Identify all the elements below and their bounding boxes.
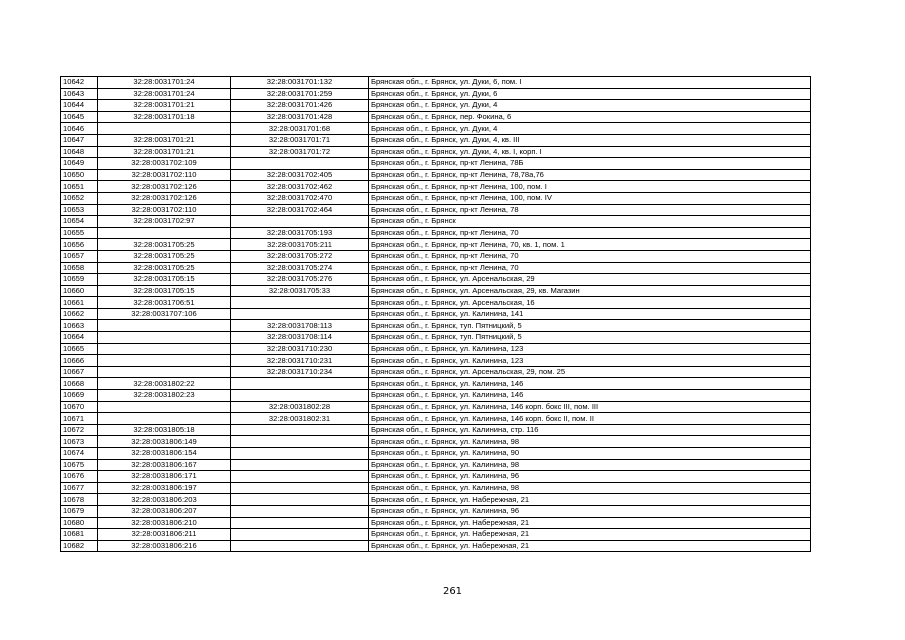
object-number-cell: 32:28:0031701:428: [231, 111, 369, 123]
table-row: [61, 227, 811, 239]
land-parcel-number-cell: 32:28:0031806:154: [98, 448, 231, 460]
address-cell: Брянская обл., г. Брянск, ул. Набережная, 21: [369, 529, 811, 541]
row-number-cell: 10644: [61, 100, 98, 112]
object-number-cell: [231, 459, 369, 471]
object-number-cell: [231, 505, 369, 517]
address-cell: Брянская обл., г. Брянск, ул. Калинина, 96: [369, 471, 811, 483]
land-parcel-number-cell: [98, 227, 231, 239]
land-parcel-number-cell: 32:28:0031705:25: [98, 262, 231, 274]
object-number-cell: [231, 529, 369, 541]
address-cell: Брянская обл., г. Брянск, ул. Калинина, 98: [369, 482, 811, 494]
address-cell: Брянская обл., г. Брянск, ул. Калинина, 141: [369, 308, 811, 320]
row-number-cell: 10654: [61, 216, 98, 228]
address-cell: Брянская обл., г. Брянск, пр-кт Ленина, 78: [369, 204, 811, 216]
address-cell: Брянская обл., г. Брянск, пр-кт Ленина, 70: [369, 250, 811, 262]
address-cell: Брянская обл., г. Брянск, туп. Пятницкий, 5: [369, 332, 811, 344]
land-parcel-number-cell: 32:28:0031806:207: [98, 505, 231, 517]
land-parcel-number-cell: 32:28:0031806:203: [98, 494, 231, 506]
row-number-cell: 10682: [61, 540, 98, 552]
address-cell: Брянская обл., г. Брянск, ул. Калинина, 123: [369, 355, 811, 367]
row-number-cell: 10661: [61, 297, 98, 309]
table-row: [61, 123, 811, 135]
land-parcel-number-cell: 32:28:0031805:18: [98, 424, 231, 436]
address-cell: Брянская обл., г. Брянск, ул. Калинина, 123: [369, 343, 811, 355]
row-number-cell: 10649: [61, 158, 98, 170]
table-row: [61, 308, 811, 320]
table-row: [61, 436, 811, 448]
row-number-cell: 10655: [61, 227, 98, 239]
row-number-cell: 10674: [61, 448, 98, 460]
land-parcel-number-cell: 32:28:0031806:216: [98, 540, 231, 552]
object-number-cell: [231, 424, 369, 436]
address-cell: Брянская обл., г. Брянск, ул. Дуки, 4, кв. I, корп. I: [369, 146, 811, 158]
object-number-cell: [231, 471, 369, 483]
row-number-cell: 10679: [61, 505, 98, 517]
address-cell: Брянская обл., г. Брянск, пер. Фокина, 6: [369, 111, 811, 123]
land-parcel-number-cell: 32:28:0031701:24: [98, 77, 231, 89]
address-cell: Брянская обл., г. Брянск, ул. Набережная, 21: [369, 540, 811, 552]
address-cell: Брянская обл., г. Брянск, пр-кт Ленина, 70: [369, 227, 811, 239]
row-number-cell: 10681: [61, 529, 98, 541]
address-cell: Брянская обл., г. Брянск, ул. Дуки, 4, кв. III: [369, 134, 811, 146]
page-number: 261: [442, 586, 463, 597]
row-number-cell: 10676: [61, 471, 98, 483]
address-cell: Брянская обл., г. Брянск, ул. Набережная, 21: [369, 494, 811, 506]
land-parcel-number-cell: 32:28:0031806:197: [98, 482, 231, 494]
table-row: [61, 146, 811, 158]
land-parcel-number-cell: 32:28:0031702:110: [98, 169, 231, 181]
table-row: [61, 285, 811, 297]
address-cell: Брянская обл., г. Брянск, пр-кт Ленина, 70: [369, 262, 811, 274]
object-number-cell: 32:28:0031702:405: [231, 169, 369, 181]
table-row: [61, 88, 811, 100]
row-number-cell: 10645: [61, 111, 98, 123]
row-number-cell: 10660: [61, 285, 98, 297]
land-parcel-number-cell: 32:28:0031706:51: [98, 297, 231, 309]
land-parcel-number-cell: 32:28:0031806:211: [98, 529, 231, 541]
land-parcel-number-cell: 32:28:0031702:109: [98, 158, 231, 170]
table-row: [61, 540, 811, 552]
address-cell: Брянская обл., г. Брянск, пр-кт Ленина, 100, пом. I: [369, 181, 811, 193]
land-parcel-number-cell: 32:28:0031705:15: [98, 274, 231, 286]
table-row: [61, 390, 811, 402]
land-parcel-number-cell: 32:28:0031707:106: [98, 308, 231, 320]
address-cell: Брянская обл., г. Брянск, ул. Дуки, 6, пом. I: [369, 77, 811, 89]
row-number-cell: 10643: [61, 88, 98, 100]
object-number-cell: [231, 308, 369, 320]
object-number-cell: 32:28:0031701:259: [231, 88, 369, 100]
land-parcel-number-cell: 32:28:0031806:171: [98, 471, 231, 483]
object-number-cell: 32:28:0031701:68: [231, 123, 369, 135]
object-number-cell: 32:28:0031802:28: [231, 401, 369, 413]
row-number-cell: 10657: [61, 250, 98, 262]
address-cell: Брянская обл., г. Брянск, ул. Набережная, 21: [369, 517, 811, 529]
object-number-cell: 32:28:0031705:274: [231, 262, 369, 274]
address-cell: Брянская обл., г. Брянск, ул. Дуки, 4: [369, 100, 811, 112]
object-number-cell: [231, 482, 369, 494]
object-number-cell: [231, 436, 369, 448]
row-number-cell: 10648: [61, 146, 98, 158]
table-row: [61, 262, 811, 274]
row-number-cell: 10646: [61, 123, 98, 135]
row-number-cell: 10650: [61, 169, 98, 181]
table-row: [61, 111, 811, 123]
object-number-cell: 32:28:0031701:132: [231, 77, 369, 89]
table-row: [61, 169, 811, 181]
table-row: [61, 378, 811, 390]
object-number-cell: [231, 297, 369, 309]
object-number-cell: 32:28:0031802:31: [231, 413, 369, 425]
table-row: [61, 413, 811, 425]
land-parcel-number-cell: [98, 332, 231, 344]
row-number-cell: 10659: [61, 274, 98, 286]
table-row: [61, 401, 811, 413]
land-parcel-number-cell: 32:28:0031806:210: [98, 517, 231, 529]
object-number-cell: 32:28:0031702:470: [231, 192, 369, 204]
address-cell: Брянская обл., г. Брянск, ул. Дуки, 6: [369, 88, 811, 100]
row-number-cell: 10677: [61, 482, 98, 494]
object-number-cell: [231, 494, 369, 506]
object-number-cell: 32:28:0031705:276: [231, 274, 369, 286]
object-number-cell: [231, 540, 369, 552]
land-parcel-number-cell: 32:28:0031802:23: [98, 390, 231, 402]
row-number-cell: 10671: [61, 413, 98, 425]
row-number-cell: 10672: [61, 424, 98, 436]
row-number-cell: 10673: [61, 436, 98, 448]
object-number-cell: 32:28:0031708:113: [231, 320, 369, 332]
land-parcel-number-cell: 32:28:0031702:126: [98, 181, 231, 193]
table-row: [61, 471, 811, 483]
table-row: [61, 517, 811, 529]
table-row: [61, 448, 811, 460]
row-number-cell: 10664: [61, 332, 98, 344]
row-number-cell: 10668: [61, 378, 98, 390]
address-cell: Брянская обл., г. Брянск, ул. Дуки, 4: [369, 123, 811, 135]
land-parcel-number-cell: 32:28:0031705:15: [98, 285, 231, 297]
object-number-cell: 32:28:0031708:114: [231, 332, 369, 344]
address-cell: Брянская обл., г. Брянск, ул. Калинина, 146: [369, 390, 811, 402]
row-number-cell: 10665: [61, 343, 98, 355]
land-parcel-number-cell: [98, 413, 231, 425]
address-cell: Брянская обл., г. Брянск, ул. Калинина, 146 корп. бокс II, пом. II: [369, 413, 811, 425]
object-number-cell: 32:28:0031701:72: [231, 146, 369, 158]
row-number-cell: 10656: [61, 239, 98, 251]
row-number-cell: 10647: [61, 134, 98, 146]
object-number-cell: 32:28:0031705:193: [231, 227, 369, 239]
address-cell: Брянская обл., г. Брянск, ул. Калинина, 98: [369, 459, 811, 471]
object-number-cell: [231, 390, 369, 402]
object-number-cell: [231, 158, 369, 170]
object-number-cell: [231, 216, 369, 228]
address-cell: Брянская обл., г. Брянск, ул. Калинина, 96: [369, 505, 811, 517]
address-cell: Брянская обл., г. Брянск, пр-кт Ленина, 78Б: [369, 158, 811, 170]
row-number-cell: 10675: [61, 459, 98, 471]
object-number-cell: 32:28:0031710:231: [231, 355, 369, 367]
row-number-cell: 10666: [61, 355, 98, 367]
table-row: [61, 297, 811, 309]
land-parcel-number-cell: [98, 355, 231, 367]
table-row: [61, 529, 811, 541]
table-row: [61, 77, 811, 89]
object-number-cell: [231, 517, 369, 529]
address-cell: Брянская обл., г. Брянск, туп. Пятницкий, 5: [369, 320, 811, 332]
land-parcel-number-cell: [98, 123, 231, 135]
object-number-cell: [231, 448, 369, 460]
table-row: [61, 134, 811, 146]
address-cell: Брянская обл., г. Брянск, пр-кт Ленина, 70, кв. 1, пом. 1: [369, 239, 811, 251]
address-cell: Брянская обл., г. Брянск, ул. Арсенальская, 29, пом. 25: [369, 366, 811, 378]
table-row: [61, 216, 811, 228]
table-row: [61, 355, 811, 367]
object-number-cell: [231, 378, 369, 390]
row-number-cell: 10651: [61, 181, 98, 193]
table-row: [61, 366, 811, 378]
table-row: [61, 343, 811, 355]
row-number-cell: 10670: [61, 401, 98, 413]
land-parcel-number-cell: 32:28:0031705:25: [98, 250, 231, 262]
land-parcel-number-cell: [98, 401, 231, 413]
address-cell: Брянская обл., г. Брянск, ул. Арсенальская, 16: [369, 297, 811, 309]
table-row: [61, 274, 811, 286]
table-row: [61, 482, 811, 494]
row-number-cell: 10662: [61, 308, 98, 320]
land-parcel-number-cell: 32:28:0031701:21: [98, 134, 231, 146]
object-number-cell: 32:28:0031705:211: [231, 239, 369, 251]
table-body: [61, 77, 811, 552]
land-parcel-number-cell: 32:28:0031802:22: [98, 378, 231, 390]
row-number-cell: 10669: [61, 390, 98, 402]
table-row: [61, 239, 811, 251]
object-number-cell: 32:28:0031710:234: [231, 366, 369, 378]
address-cell: Брянская обл., г. Брянск, ул. Арсенальская, 29, кв. Магазин: [369, 285, 811, 297]
land-parcel-number-cell: 32:28:0031701:24: [98, 88, 231, 100]
row-number-cell: 10667: [61, 366, 98, 378]
cadastral-table: [60, 76, 811, 552]
object-number-cell: 32:28:0031701:426: [231, 100, 369, 112]
address-cell: Брянская обл., г. Брянск, пр-кт Ленина, 78,78а,76: [369, 169, 811, 181]
table-row: [61, 459, 811, 471]
table-row: [61, 181, 811, 193]
address-cell: Брянская обл., г. Брянск, ул. Калинина, 90: [369, 448, 811, 460]
table-row: [61, 204, 811, 216]
address-cell: Брянская обл., г. Брянск, ул. Калинина, стр. 116: [369, 424, 811, 436]
table-row: [61, 250, 811, 262]
table-row: [61, 332, 811, 344]
address-cell: Брянская обл., г. Брянск, ул. Калинина, 146 корп. бокс III, пом. III: [369, 401, 811, 413]
row-number-cell: 10658: [61, 262, 98, 274]
address-cell: Брянская обл., г. Брянск: [369, 216, 811, 228]
land-parcel-number-cell: [98, 343, 231, 355]
land-parcel-number-cell: 32:28:0031702:110: [98, 204, 231, 216]
row-number-cell: 10680: [61, 517, 98, 529]
object-number-cell: 32:28:0031702:464: [231, 204, 369, 216]
row-number-cell: 10652: [61, 192, 98, 204]
table-row: [61, 494, 811, 506]
land-parcel-number-cell: 32:28:0031701:21: [98, 146, 231, 158]
row-number-cell: 10642: [61, 77, 98, 89]
row-number-cell: 10678: [61, 494, 98, 506]
row-number-cell: 10663: [61, 320, 98, 332]
address-cell: Брянская обл., г. Брянск, ул. Арсенальская, 29: [369, 274, 811, 286]
object-number-cell: 32:28:0031701:71: [231, 134, 369, 146]
land-parcel-number-cell: [98, 320, 231, 332]
address-cell: Брянская обл., г. Брянск, ул. Калинина, 98: [369, 436, 811, 448]
row-number-cell: 10653: [61, 204, 98, 216]
land-parcel-number-cell: [98, 366, 231, 378]
object-number-cell: 32:28:0031705:272: [231, 250, 369, 262]
land-parcel-number-cell: 32:28:0031806:167: [98, 459, 231, 471]
object-number-cell: 32:28:0031702:462: [231, 181, 369, 193]
land-parcel-number-cell: 32:28:0031701:18: [98, 111, 231, 123]
table-row: [61, 192, 811, 204]
object-number-cell: 32:28:0031710:230: [231, 343, 369, 355]
object-number-cell: 32:28:0031705:33: [231, 285, 369, 297]
table-row: [61, 505, 811, 517]
land-parcel-number-cell: 32:28:0031705:25: [98, 239, 231, 251]
table-row: [61, 424, 811, 436]
land-parcel-number-cell: 32:28:0031701:21: [98, 100, 231, 112]
table-row: [61, 158, 811, 170]
land-parcel-number-cell: 32:28:0031702:97: [98, 216, 231, 228]
address-cell: Брянская обл., г. Брянск, ул. Калинина, 146: [369, 378, 811, 390]
land-parcel-number-cell: 32:28:0031702:126: [98, 192, 231, 204]
table-row: [61, 320, 811, 332]
table-row: [61, 100, 811, 112]
land-parcel-number-cell: 32:28:0031806:149: [98, 436, 231, 448]
address-cell: Брянская обл., г. Брянск, пр-кт Ленина, 100, пом. IV: [369, 192, 811, 204]
